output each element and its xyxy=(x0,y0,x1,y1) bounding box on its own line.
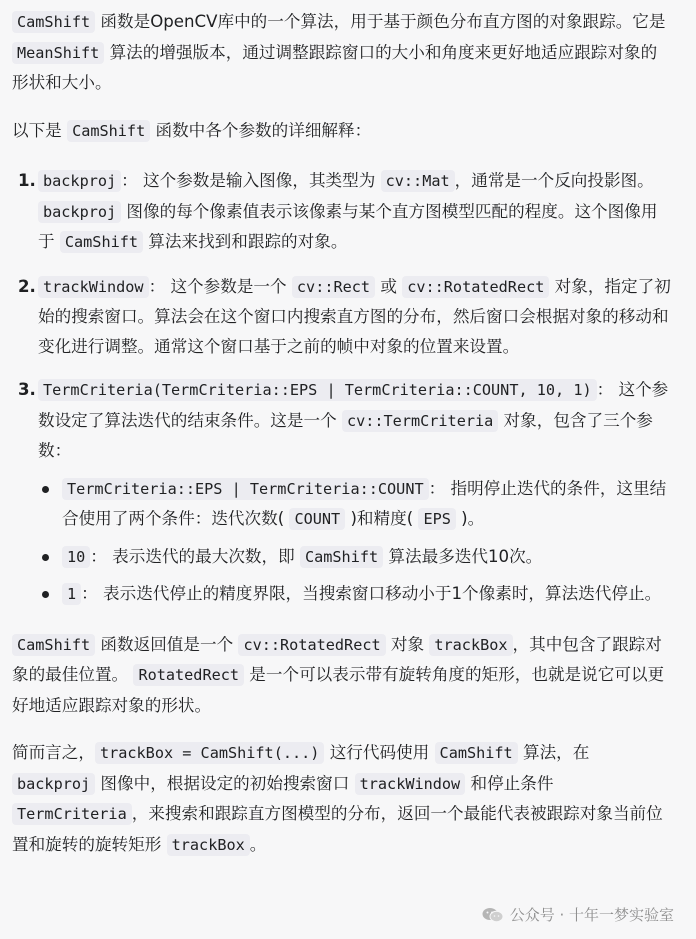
inline-code: TermCriteria::EPS | TermCriteria::COUNT xyxy=(62,478,429,500)
inline-code: trackWindow xyxy=(38,276,149,298)
inline-code: backproj xyxy=(38,170,121,192)
inline-code: trackBox xyxy=(429,634,512,656)
inline-code: trackWindow xyxy=(355,773,466,795)
text: 对象，包含了三个参数： xyxy=(38,410,653,460)
text: 图像的每个像素值表示该像素与某个直方图模型匹配的程度。这个图像用于 xyxy=(38,201,658,251)
text: 或 xyxy=(375,276,403,296)
inline-code: CamShift xyxy=(67,120,150,142)
inline-code: COUNT xyxy=(289,508,345,530)
inline-code: TermCriteria xyxy=(12,803,132,825)
inline-code: cv::RotatedRect xyxy=(238,634,385,656)
text: ： 这个参数是输入图像，其类型为 xyxy=(121,171,381,190)
inline-code: cv::RotatedRect xyxy=(402,276,549,298)
list-number: 3. xyxy=(18,380,36,399)
text: ，其中包含了跟踪对象的最佳位置。 xyxy=(12,634,662,684)
text: 对象 xyxy=(385,634,430,654)
watermark xyxy=(482,905,674,925)
inline-code: RotatedRect xyxy=(133,664,244,686)
text: ，来搜索和跟踪直方图模型的分布，返回一个最能代表被跟踪对象当前位置和旋转的旋转矩形 xyxy=(12,804,663,854)
text: )和精度( xyxy=(345,509,419,528)
inline-code: CamShift xyxy=(12,634,95,656)
inline-code: trackBox xyxy=(167,834,250,856)
text: 函数中各个参数的详细解释： xyxy=(150,120,372,140)
inline-code: cv::Mat xyxy=(381,170,455,192)
inline-code: TermCriteria(TermCriteria::EPS | TermCriteria::COUNT, 10, 1) xyxy=(38,379,597,401)
inline-code: cv::Rect xyxy=(292,276,375,298)
text: 函数返回值是一个 xyxy=(95,634,239,654)
list-number: 1. xyxy=(18,171,36,190)
text: ： 表示迭代停止的精度界限，当搜索窗口移动小于1个像素时，算法迭代停止。 xyxy=(81,584,662,603)
inline-code: MeanShift xyxy=(12,42,104,64)
text: )。 xyxy=(455,509,485,528)
intro-paragraph xyxy=(12,7,672,98)
sub-list-item xyxy=(62,542,672,573)
bullet-icon xyxy=(42,486,49,493)
list-item xyxy=(18,166,672,258)
text: 算法的增强版本，通过调整跟踪窗口的大小和角度来更好地适应跟踪对象的形状和大小。 xyxy=(12,42,658,92)
inline-code: backproj xyxy=(12,773,95,795)
list-item xyxy=(18,272,672,362)
return-paragraph xyxy=(12,630,672,721)
inline-code: trackBox = CamShift(...) xyxy=(95,742,324,764)
parameter-list xyxy=(12,166,672,610)
inline-code: CamShift xyxy=(300,546,383,568)
text: ： 这个参数设定了算法迭代的结束条件。这是一个 xyxy=(38,380,669,430)
text: 算法来找到和跟踪的对象。 xyxy=(143,232,348,251)
text: 和停止条件 xyxy=(465,773,554,793)
wechat-icon xyxy=(482,907,504,923)
sub-list-item xyxy=(62,474,672,535)
answer-content xyxy=(12,7,672,860)
summary-paragraph xyxy=(12,738,672,860)
text: 函数是OpenCV库中的一个算法，用于基于颜色分布直方图的对象跟踪。它是 xyxy=(95,12,666,31)
inline-code: CamShift xyxy=(60,231,143,253)
inline-code: 1 xyxy=(62,583,81,605)
inline-code: cv::TermCriteria xyxy=(342,410,498,432)
text: 是一个可以表示带有旋转角度的矩形，也就是说它可以更好地适应跟踪对象的形状。 xyxy=(12,665,665,715)
text: 对象，指定了初始的搜索窗口。算法会在这个窗口内搜索直方图的分布，然后窗口会根据对象的移动和变化进行调整。通常这个窗口基于之前的帧中对象的位置来设置。 xyxy=(38,276,671,356)
bullet-icon xyxy=(42,591,49,598)
text: 以下是 xyxy=(12,120,68,140)
inline-code: EPS xyxy=(418,508,455,530)
text: 。 xyxy=(249,834,267,854)
inline-code: CamShift xyxy=(12,11,95,33)
bullet-icon xyxy=(42,554,49,561)
text: ： 指明停止迭代的条件，这里结合使用了两个条件：迭代次数( xyxy=(62,478,667,528)
text: 算法，在 xyxy=(517,743,590,762)
text: ，通常是一个反向投影图。 xyxy=(454,171,654,190)
inline-code: backproj xyxy=(38,201,121,223)
text: 图像中，根据设定的初始搜索窗口 xyxy=(95,773,355,793)
text: 算法最多迭代10次。 xyxy=(383,546,543,566)
lead-paragraph xyxy=(12,116,672,147)
text: 这行代码使用 xyxy=(324,743,435,762)
inline-code: 10 xyxy=(62,546,90,568)
list-item xyxy=(18,375,672,610)
list-number: 2. xyxy=(18,276,36,296)
inline-code: CamShift xyxy=(435,742,518,764)
text: ： 表示迭代的最大次数，即 xyxy=(90,546,300,566)
sub-list-item xyxy=(62,579,672,610)
text: ： 这个参数是一个 xyxy=(148,276,292,296)
text: 简而言之， xyxy=(12,743,95,762)
sub-list xyxy=(38,474,672,610)
watermark-text: 公众号 · 十年一梦实验室 xyxy=(509,906,674,924)
